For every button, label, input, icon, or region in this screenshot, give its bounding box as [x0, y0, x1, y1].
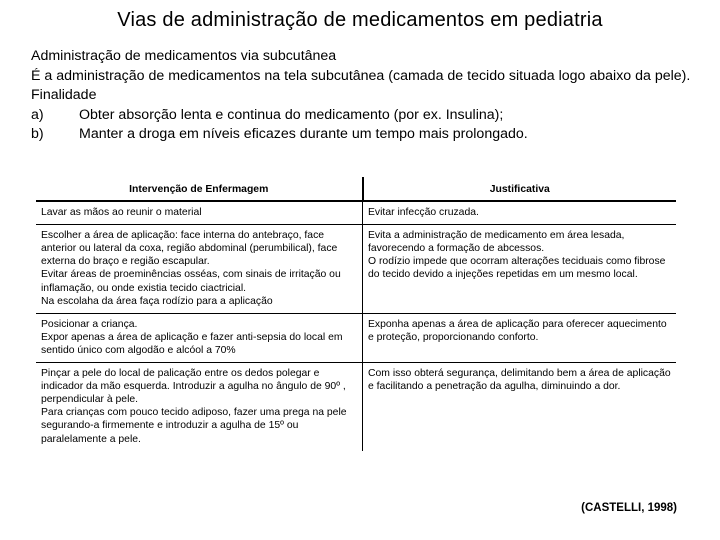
purpose-item: [31, 125, 691, 145]
definition-text: É a administração de medicamentos na tela subcutânea (camada de tecido situada logo abaixo da pele).: [31, 67, 691, 84]
cell-text: Para crianças com pouco tecido adiposo, fazer uma prega na pele segurando-a firmemente e introduzir a agulha de 15º ou paralelamente a pele.: [41, 407, 347, 445]
nursing-table: [36, 177, 676, 451]
cell-text: Lavar as mãos ao reunir o material: [41, 207, 202, 219]
table-header-row: [36, 177, 676, 201]
intervention-cell: [36, 225, 363, 314]
intervention-cell: [36, 201, 363, 225]
section-heading: Administração de medicamentos via subcutânea: [31, 48, 337, 64]
intervention-cell: [36, 363, 363, 451]
purpose-marker: b): [31, 126, 44, 142]
justification-cell: [363, 363, 677, 451]
cell-text: Na escolaha da área faça rodízio para a aplicação: [41, 295, 273, 307]
header-intervention: Intervenção de Enfermagem: [36, 177, 363, 201]
justification-cell: [363, 201, 677, 225]
cell-text: Posicionar a criança.: [41, 318, 138, 330]
justification-cell: [363, 313, 677, 362]
cell-text: Pinçar a pele do local de palicação entre os dedos polegar e indicador da mão esquerda. Introduzir a agulha no ângulo de 90º , perpendicular à pele.: [41, 368, 346, 406]
purpose-text: Obter absorção lenta e continua do medicamento (por ex. Insulina);: [79, 106, 504, 123]
table-row: [36, 363, 676, 451]
cell-text: Evitar infecção cruzada.: [368, 207, 479, 219]
header-justification: Justificativa: [363, 177, 677, 201]
citation: (CASTELLI, 1998): [581, 502, 677, 514]
cell-text: O rodízio impede que ocorram alterações teciduais como fibrose do tecido devido a injeções repetidas em um mesmo local.: [368, 256, 666, 281]
cell-text: Exponha apenas a área de aplicação para oferecer aquecimento e proteção, proporcionando conforto.: [368, 318, 667, 343]
cell-text: Evitar áreas de proeminências osséas, com sinais de irritação ou inflamação, ou onde existia tecido ciactricial.: [41, 269, 341, 294]
purpose-item: [31, 106, 691, 126]
table-row: [36, 313, 676, 362]
cell-text: Evita a administração de medicamento em área lesada, favorecendo a formação de abcessos.: [368, 230, 625, 255]
cell-text: Escolher a área de aplicação: face interna do antebraço, face anterior ou lateral da coxa, região abdominal (perumbilical), face externa do braço e região escapular.: [41, 230, 338, 268]
page-title: Vias de administração de medicamentos em pediatria: [117, 9, 603, 31]
cell-text: Com isso obterá segurança, delimitando bem a área de aplicação e facilitando a penetração da agulha, diminuindo a dor.: [368, 368, 671, 393]
purpose-label: Finalidade: [31, 87, 97, 103]
cell-text: Expor apenas a área de aplicação e fazer anti-sepsia do local em sentido único com algodão e alcóol a 70%: [41, 331, 343, 356]
table-row: [36, 225, 676, 314]
table-row: [36, 201, 676, 225]
purpose-marker: a): [31, 106, 44, 123]
purpose-text: Manter a droga em níveis eficazes durante um tempo mais prolongado.: [79, 126, 528, 142]
intro-text: [31, 47, 691, 145]
intervention-cell: [36, 313, 363, 362]
justification-cell: [363, 225, 677, 314]
